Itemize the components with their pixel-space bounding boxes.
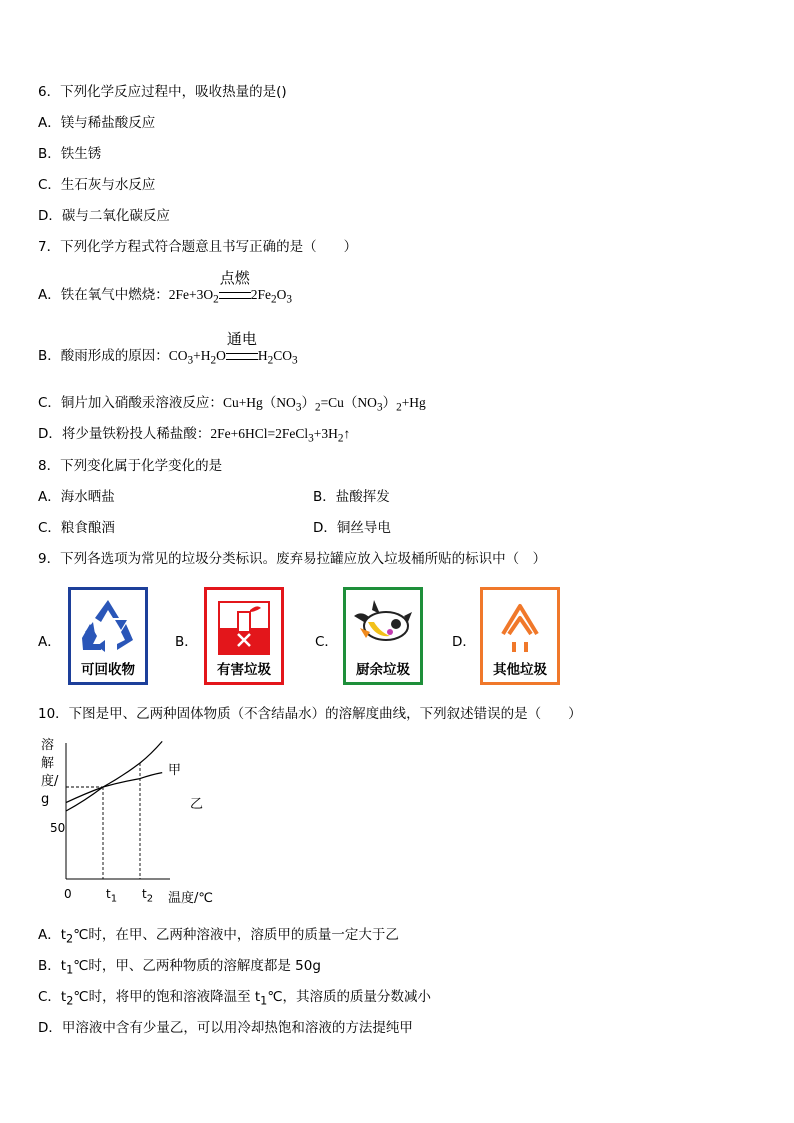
recycle-icon (71, 594, 145, 664)
other-waste-label: 其他垃圾 (493, 662, 547, 678)
q9-letter-a: A． (38, 634, 61, 650)
kitchen-waste-sign (343, 587, 423, 685)
q9-stem: 9．下列各选项为常见的垃圾分类标识。废弃易拉罐应放入垃圾桶所贴的标识中（ ） (38, 551, 547, 567)
q9-letter-c: C． (315, 634, 338, 650)
x-tick-t2: $t_2$ (142, 887, 154, 905)
solubility-chart-svg (38, 737, 228, 907)
q9-letter-b: B． (175, 634, 198, 650)
recyclable-label: 可回收物 (81, 662, 135, 678)
curve-yi (66, 773, 162, 803)
q7-option-c: C．铜片加入硝酸汞溶液反应：$Cu+Hg(NO_3)_2=Cu(NO_3)_2+Hg$ (38, 395, 426, 414)
q8-stem: 8．下列变化属于化学变化的是 (38, 458, 223, 474)
q8-option-c: C．粮食酿酒 (38, 520, 115, 536)
solubility-chart (38, 737, 228, 907)
q9-letter-d: D． (452, 634, 476, 650)
hazardous-label: 有害垃圾 (217, 662, 271, 678)
q7-option-a: A．铁在氧气中燃烧：$2Fe+3O_2$ 点燃 $2Fe_2O_3$ (38, 269, 292, 306)
q6-option-c: C．生石灰与水反应 (38, 177, 156, 193)
x-axis-label: 温度/℃ (168, 891, 213, 906)
y-axis-label: 溶解度/g (41, 738, 59, 807)
kitchen-waste-label: 厨余垃圾 (356, 662, 410, 678)
q7-b-condition: 通电 (226, 330, 257, 348)
q6-stem: 6．下列化学反应过程中，吸收热量的是() (38, 84, 287, 100)
q10-option-c: C．$t_2℃$时，将甲的饱和溶液降温至 $t_1℃$，其溶质的质量分数减小 (38, 989, 431, 1008)
q10-option-d: D．甲溶液中含有少量乙，可以用冷却热饱和溶液的方法提纯甲 (38, 1020, 413, 1036)
q10-option-b: B．$t_1℃$时，甲、乙两种物质的溶解度都是 50g (38, 958, 321, 977)
q8-option-a: A．海水晒盐 (38, 489, 115, 505)
q10-option-a: A．$t_2℃$时，在甲、乙两种溶液中，溶质甲的质量一定大于乙 (38, 927, 399, 946)
series-jia-label: 甲 (168, 763, 182, 778)
hazardous-battery-icon (207, 598, 281, 658)
x-tick-t1: $t_1$ (106, 887, 118, 905)
q6-option-b: B．铁生锈 (38, 146, 102, 162)
q10-stem: 10．下图是甲、乙两种固体物质（不含结晶水）的溶解度曲线，下列叙述错误的是（ ） (38, 706, 582, 722)
q7-a-condition: 点燃 (219, 269, 250, 287)
q6-option-a: A．镁与稀盐酸反应 (38, 115, 156, 131)
q7-option-b: B．酸雨形成的原因：$CO_3+H_2O$ 通电 $H_2CO_3$ (38, 330, 298, 367)
hazardous-sign (204, 587, 284, 685)
y-tick-50: 50 (50, 821, 66, 835)
q8-option-b: B．盐酸挥发 (313, 489, 390, 505)
q7-option-d: D．将少量铁粉投人稀盐酸：$2Fe+6HCl=2FeCl_3+3H_2↑$ (38, 426, 351, 445)
recyclable-sign (68, 587, 148, 685)
q7-stem: 7．下列化学方程式符合题意且书写正确的是（ ） (38, 239, 358, 255)
q6-option-d: D．碳与二氧化碳反应 (38, 208, 170, 224)
series-yi-label: 乙 (190, 797, 204, 812)
other-waste-sign (480, 587, 560, 685)
x-tick-0: 0 (64, 887, 72, 901)
food-scraps-icon (346, 592, 420, 660)
q8-option-d: D．铜丝导电 (313, 520, 391, 536)
other-waste-icon (483, 596, 557, 660)
